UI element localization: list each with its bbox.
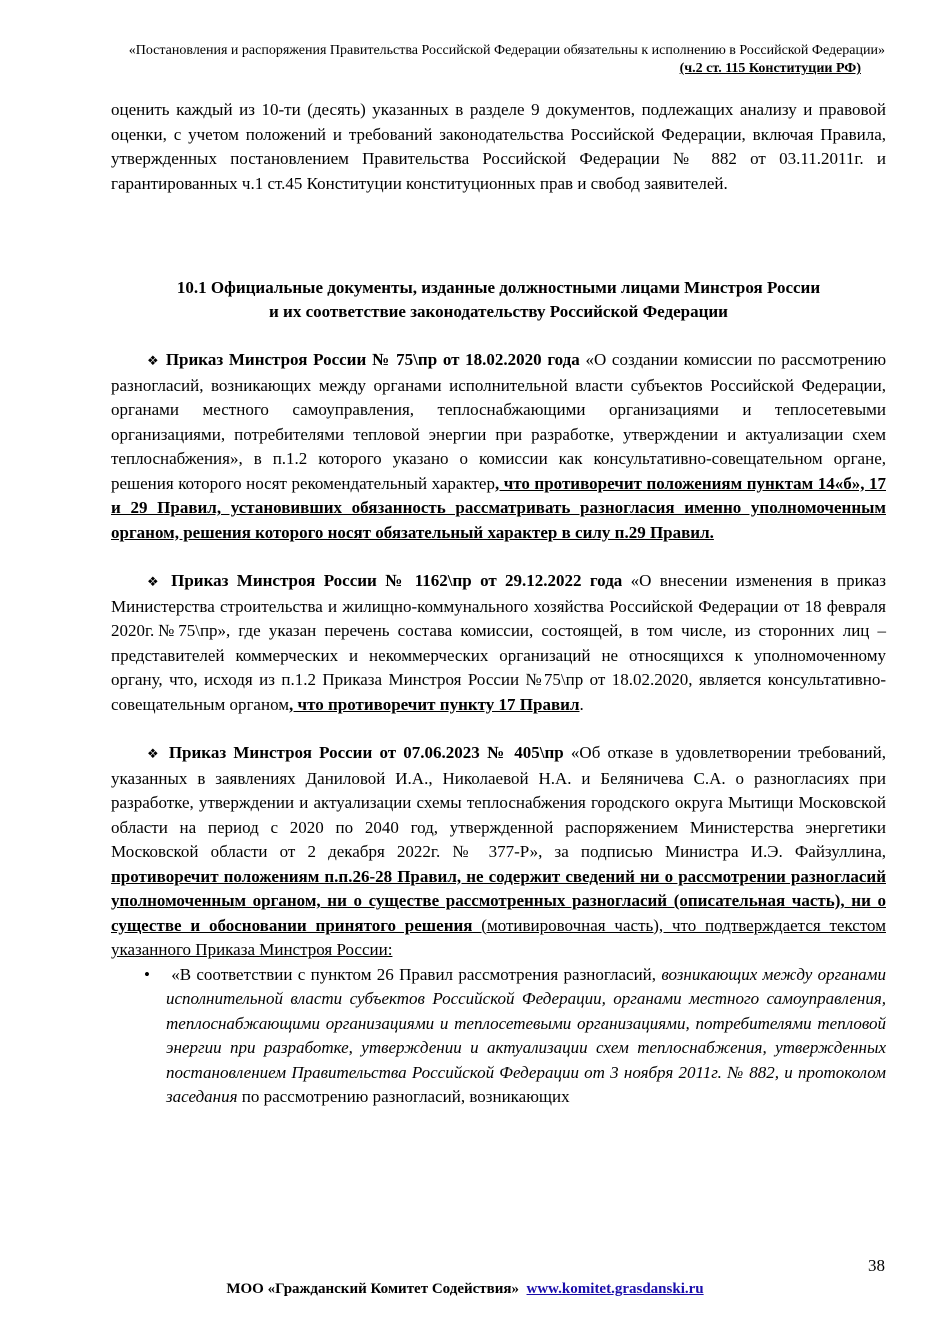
page-number: 38 bbox=[868, 1256, 885, 1275]
item-1-text: «О создании комиссии по рассмотрению разногласий, возникающих между органами исполнительной власти субъектов Российской Федерации, органами местного самоуправления, теплоснабжающими организациями и теплосетевыми организациями, потребителями тепловой энергии при разработке, утверждении и актуализации схем теплоснабжения», в п.1.2 которого указано о комиссии как консультативно-совещательном органе, решения которого носят рекомендательный характер bbox=[111, 350, 887, 493]
diamond-bullet-icon: ❖ bbox=[147, 574, 163, 589]
item-1-emphasis: , что противоречит положениям пунктам 14«б», 17 и 29 Правил, установивших обязанность рассматривать разногласия именно уполномоченным органом, решения которого носят обязательный характер в силу п.29 Правил. bbox=[111, 473, 886, 542]
item-2-title: Приказ Минстроя России № 1162\пр от 29.12.2022 года bbox=[171, 571, 623, 590]
item-2-end: . bbox=[579, 694, 584, 714]
item-2-paragraph bbox=[111, 569, 886, 717]
footer-org: МОО «Гражданский Комитет Содействия» bbox=[226, 1281, 520, 1297]
intro-paragraph: оценить каждый из 10-ти (десять) указанных в разделе 9 документов, подлежащих анализу и правовой оценки, с учетом положений и требований законодательства Российской Федерации, включая Правила, утвержденных постановлением Правительства Российской Федерации № 882 от 03.11.2011г. и гарантированных ч.1 ст.45 Конституции конституционных прав и свобод заявителей. bbox=[111, 100, 886, 193]
footer-link[interactable]: www.komitet.grasdanski.ru bbox=[526, 1281, 704, 1297]
quote-end: по рассмотрению разногласий, возникающих bbox=[237, 1087, 570, 1106]
section-heading-line-1: 10.1 Официальные документы, изданные должностными лицами Минстроя России bbox=[176, 278, 821, 297]
item-3-emphasis: противоречит положениям п.п.26-28 Правил, не содержит сведений ни о рассмотрении разногласий уполномоченным органом, ни о существе рассмотренных разногласий (описательная часть), ни о существе и обосновании принятого решения bbox=[111, 866, 886, 935]
page-footer bbox=[0, 1281, 930, 1298]
round-bullet-icon: • bbox=[144, 964, 150, 984]
item-2-text: «О внесении изменения в приказ Министерства строительства и жилищно-коммунального хозяйства Российской Федерации от 18 февраля 2020г.№75\пр», где указан перечень состава комиссии, состоящей, в том числе, из сторонних лиц – представителей коммерческих и некоммерческих организаций не относящихся к уполномоченному органу, что, исходя из п.1.2 Приказа Минстроя России №75\пр от 18.02.2020, является консультативно-совещательным органом bbox=[111, 571, 886, 714]
item-3-tail: (мотивировочная часть), что подтверждается текстом указанного Приказа Минстроя России: bbox=[111, 915, 886, 959]
header-line-2: (ч.2 ст. 115 Конституции РФ) bbox=[679, 61, 861, 76]
page-body bbox=[111, 98, 886, 1110]
item-3-text: «Об отказе в удовлетворении требований, указанных в заявлениях Даниловой И.А., Николаевой Н.А. и Беляничева С.А. о разногласиях при разработке, утверждении и актуализации схемы теплоснабжения городского округа Мытищи Московской области на период с 2020 по 2040 год, утвержденной распоряжением Министерства энергетики Московской области от 2 декабря 2022г. № 377-Р», за подписью Министра И.Э. Файзуллина, bbox=[111, 743, 887, 861]
item-1-paragraph bbox=[111, 348, 886, 545]
section-heading bbox=[111, 276, 886, 324]
item-3-title: Приказ Минстроя России от 07.06.2023 № 405\пр bbox=[168, 743, 564, 762]
header-line-1: «Постановления и распоряжения Правительства Российской Федерации обязательны к исполнению в Российской Федерации» bbox=[128, 43, 885, 58]
diamond-bullet-icon: ❖ bbox=[147, 746, 162, 761]
quote-bullet bbox=[111, 963, 886, 1110]
quote-italic: возникающих между органами исполнительной власти субъектов Российской Федерации, органами местного самоуправления, теплоснабжающими организациями и теплосетевыми организациями, потребителями тепловой энергии при разработке, утверждении и актуализации схем теплоснабжения, утвержденных постановлением Правительства Российской Федерации от 3 ноября 2011г. № 882, и протоколом заседания bbox=[166, 964, 886, 1106]
item-1-title: Приказ Минстроя России № 75\пр от 18.02.2020 года bbox=[165, 350, 580, 369]
running-header bbox=[100, 42, 885, 78]
diamond-bullet-icon: ❖ bbox=[147, 353, 161, 368]
item-3-paragraph bbox=[111, 741, 886, 963]
quote-start: «В соответствии с пунктом 26 Правил рассмотрения разногласий, bbox=[171, 964, 662, 984]
item-2-emphasis: , что противоречит пункту 17 Правил bbox=[289, 694, 580, 714]
section-heading-line-2: и их соответствие законодательству Российской Федерации bbox=[269, 302, 728, 321]
